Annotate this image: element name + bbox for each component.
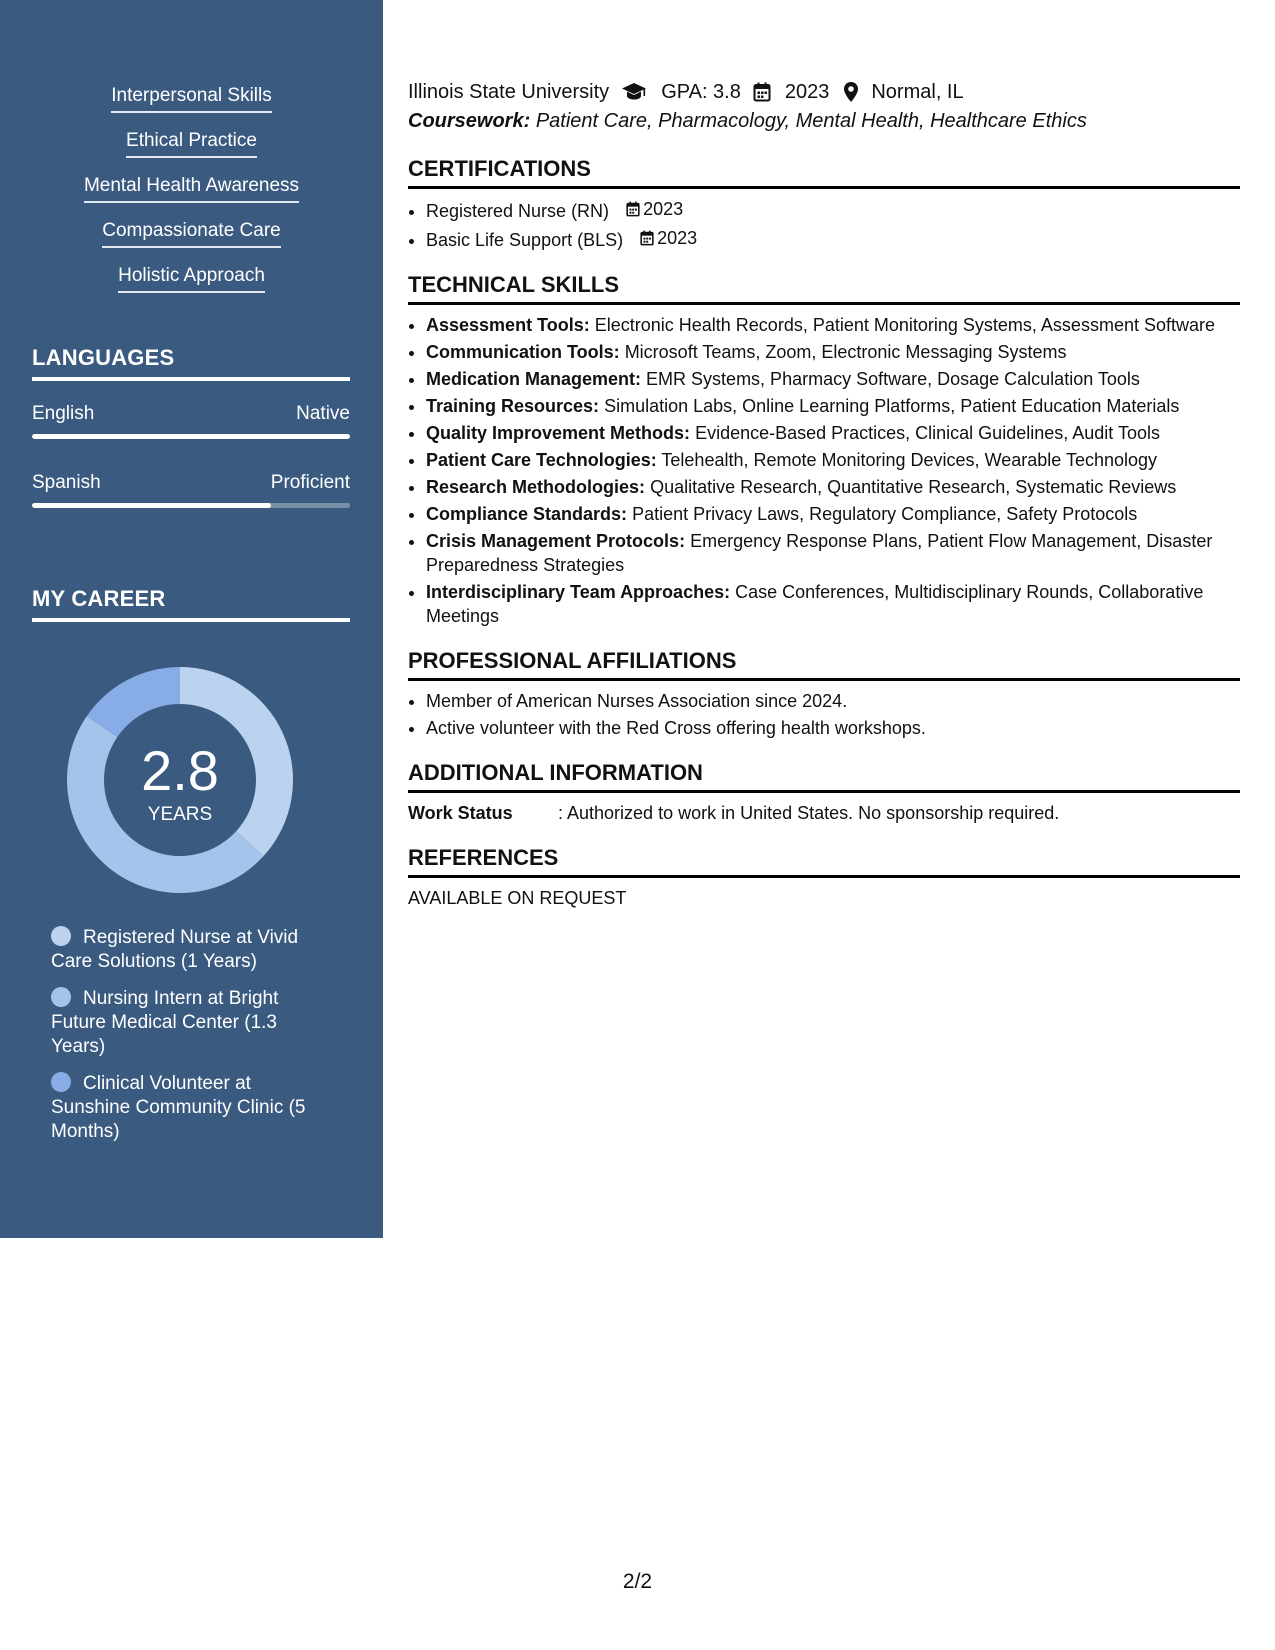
skill-item xyxy=(426,502,1240,526)
affiliation-item: • Member of American Nurses Association since 2024. xyxy=(426,689,1240,713)
skill-item xyxy=(426,448,1240,472)
page-number: 2/2 xyxy=(622,1570,653,1593)
work-status-row xyxy=(408,801,1240,825)
skill-text: Qualitative Research, Quantitative Research, Systematic Reviews xyxy=(650,477,1177,497)
skill-label: Patient Care Technologies: xyxy=(426,450,657,470)
language-level: Native xyxy=(296,403,350,424)
coursework xyxy=(408,106,1240,136)
legend-dot xyxy=(51,987,71,1007)
skill-label: Training Resources: xyxy=(426,396,600,416)
career-total-unit: YEARS xyxy=(147,804,213,825)
skill-label: Assessment Tools: xyxy=(426,315,590,335)
references-text: AVAILABLE ON REQUEST xyxy=(408,888,627,908)
skill-text: Case Conferences, Multidisciplinary Rounds, Collaborative Meetings xyxy=(426,582,1204,626)
language-row xyxy=(32,403,350,425)
certification-item xyxy=(426,226,1240,252)
language-name: English xyxy=(32,403,95,424)
career-heading: MY CAREER xyxy=(32,586,350,622)
soft-skill: Interpersonal Skills xyxy=(111,84,272,113)
language-name: Spanish xyxy=(32,472,101,493)
gpa: GPA: 3.8 xyxy=(661,81,741,103)
education-line xyxy=(408,78,1240,106)
skill-text: EMR Systems, Pharmacy Software, Dosage Calculation Tools xyxy=(646,369,1140,389)
calendar-icon xyxy=(640,230,654,246)
career-item xyxy=(51,1072,321,1144)
skill-item xyxy=(426,394,1240,418)
sidebar xyxy=(0,0,383,1238)
school-name: Illinois State University xyxy=(408,81,610,103)
career-item-label: Clinical Volunteer at Sunshine Community Clinic (5 Months) xyxy=(51,1073,306,1142)
career-legend xyxy=(51,926,321,1157)
skill-label: Research Methodologies: xyxy=(426,477,646,497)
career-item xyxy=(51,987,321,1059)
career-item-label: Registered Nurse at Vivid Care Solutions (1 Years) xyxy=(51,927,299,972)
language-bar-fill xyxy=(32,503,271,508)
soft-skill: Compassionate Care xyxy=(102,219,280,248)
languages-heading: LANGUAGES xyxy=(32,345,350,381)
language-row xyxy=(32,472,350,494)
career-donut-chart xyxy=(60,660,300,900)
affiliations-heading: PROFESSIONAL AFFILIATIONS xyxy=(408,648,1240,681)
skill-item xyxy=(426,340,1240,364)
technical-skills-list xyxy=(408,313,1240,628)
calendar-icon xyxy=(753,82,771,102)
skill-item xyxy=(426,475,1240,499)
soft-skill: Holistic Approach xyxy=(118,264,265,293)
legend-dot xyxy=(51,926,71,946)
career-item xyxy=(51,926,321,974)
skill-text: Electronic Health Records, Patient Monitoring Systems, Assessment Software xyxy=(594,315,1215,335)
calendar-icon xyxy=(626,201,640,217)
references-heading: REFERENCES xyxy=(408,845,1240,878)
work-status-value: : Authorized to work in United States. No sponsorship required. xyxy=(558,803,1060,823)
language-bar-fill xyxy=(32,434,350,439)
certifications-list xyxy=(408,197,1240,252)
language-level: Proficient xyxy=(270,472,350,493)
career-total-value: 2.8 xyxy=(141,739,219,802)
language-bar xyxy=(32,503,350,508)
certification-name: Basic Life Support (BLS) xyxy=(426,230,624,250)
location: Normal, IL xyxy=(871,81,964,103)
skill-item xyxy=(426,313,1240,337)
graduation-cap-icon xyxy=(621,82,647,102)
certification-year: 2023 xyxy=(657,228,698,248)
skill-label: Compliance Standards: xyxy=(426,504,628,524)
skill-text: Patient Privacy Laws, Regulatory Compliance, Safety Protocols xyxy=(632,504,1138,524)
language-bar xyxy=(32,434,350,439)
skill-text: Telehealth, Remote Monitoring Devices, Wearable Technology xyxy=(661,450,1158,470)
work-status-label: Work Status xyxy=(408,803,513,823)
soft-skill: Ethical Practice xyxy=(126,129,257,158)
skill-item xyxy=(426,421,1240,445)
coursework-label: Coursework: xyxy=(408,110,531,132)
affiliation-item: • Active volunteer with the Red Cross offering health workshops. xyxy=(426,716,1240,740)
coursework-list: Patient Care, Pharmacology, Mental Health, Healthcare Ethics xyxy=(535,110,1087,132)
soft-skill: Mental Health Awareness xyxy=(84,174,299,203)
skill-text: Emergency Response Plans, Patient Flow Management, Disaster Preparedness Strategies xyxy=(426,531,1213,575)
skill-item xyxy=(426,529,1240,577)
career-item-label: Nursing Intern at Bright Future Medical Center (1.3 Years) xyxy=(51,988,279,1057)
skill-label: Communication Tools: xyxy=(426,342,620,362)
skill-text: Evidence-Based Practices, Clinical Guidelines, Audit Tools xyxy=(695,423,1160,443)
affiliations-list xyxy=(408,689,1240,740)
skill-label: Interdisciplinary Team Approaches: xyxy=(426,582,731,602)
skill-text: Simulation Labs, Online Learning Platforms, Patient Education Materials xyxy=(604,396,1180,416)
graduation-year: 2023 xyxy=(784,81,830,103)
certifications-heading: CERTIFICATIONS xyxy=(408,156,1240,189)
skill-label: Medication Management: xyxy=(426,369,642,389)
skill-item xyxy=(426,367,1240,391)
skill-label: Crisis Management Protocols: xyxy=(426,531,686,551)
skill-label: Quality Improvement Methods: xyxy=(426,423,691,443)
legend-dot xyxy=(51,1072,71,1092)
location-pin-icon xyxy=(843,81,859,103)
soft-skills-list xyxy=(0,84,383,309)
skill-item xyxy=(426,580,1240,628)
skill-text: Microsoft Teams, Zoom, Electronic Messaging Systems xyxy=(624,342,1067,362)
certification-name: Registered Nurse (RN) xyxy=(426,201,610,221)
main-content xyxy=(408,78,1240,910)
technical-skills-heading: TECHNICAL SKILLS xyxy=(408,272,1240,305)
additional-info-heading: ADDITIONAL INFORMATION xyxy=(408,760,1240,793)
certification-item xyxy=(426,197,1240,223)
certification-year: 2023 xyxy=(643,199,684,219)
